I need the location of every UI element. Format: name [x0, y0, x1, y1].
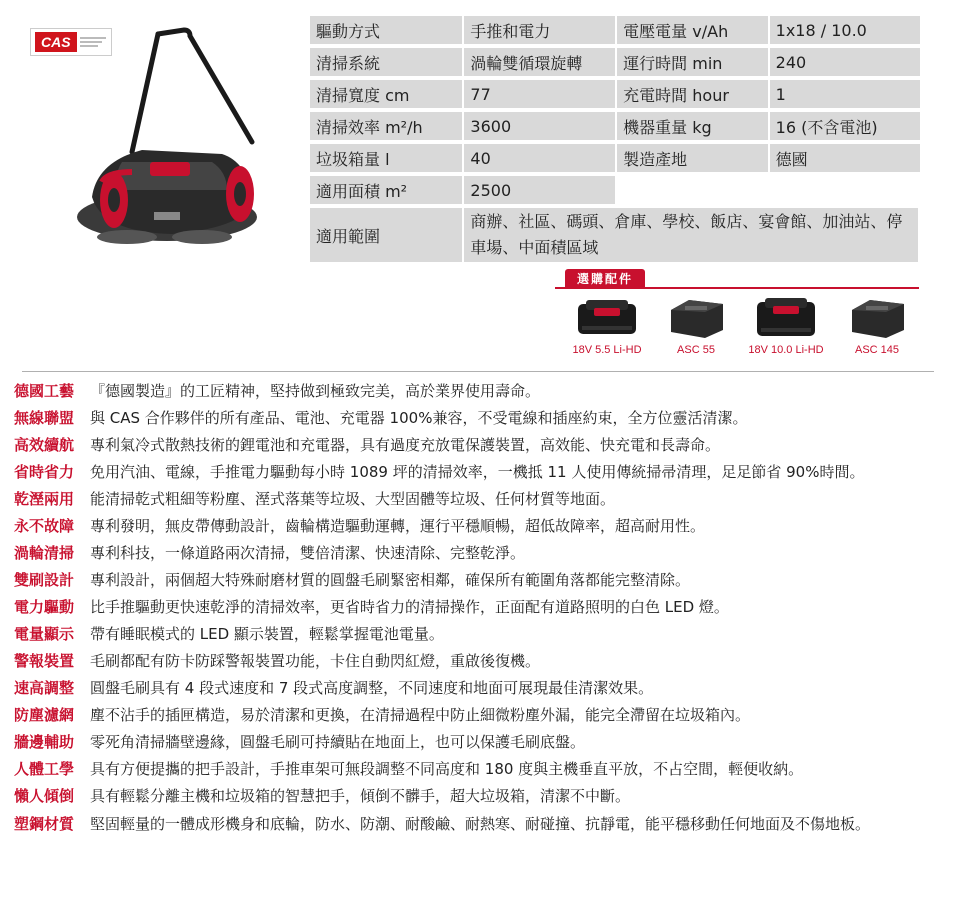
feature-desc: 具有輕鬆分離主機和垃圾箱的智慧把手，傾倒不髒手，超大垃圾箱，清潔不中斷。	[90, 787, 631, 805]
feature-tag: 渦輪清掃	[14, 544, 75, 562]
accessory-item	[742, 296, 830, 356]
feature-tag: 電力驅動	[14, 598, 75, 616]
feature-item	[14, 459, 944, 486]
feature-item	[14, 567, 944, 594]
spec-key: 清掃系統	[310, 48, 464, 76]
accessory-label: 18V 10.0 Li-HD	[748, 344, 824, 356]
spec-row	[310, 16, 920, 44]
feature-item	[14, 513, 944, 540]
feature-tag: 永不故障	[14, 517, 75, 535]
feature-desc: 專利氣冷式散熱技術的鋰電池和充電器，具有過度充放電保護裝置，高效能、快充電和長壽命。	[90, 436, 721, 454]
feature-desc: 比手推驅動更快速乾淨的清掃效率，更省時省力的清掃操作，正面配有道路照明的白色 LED 燈。	[90, 598, 729, 616]
feature-item	[14, 621, 944, 648]
feature-tag: 懶人傾倒	[14, 787, 75, 805]
feature-desc: 專利科技，一條道路兩次清掃，雙倍清潔、快速清除、完整乾淨。	[90, 544, 526, 562]
spec-value: 渦輪雙循環旋轉	[464, 48, 617, 76]
spec-value: 77	[464, 80, 617, 108]
battery-icon	[572, 296, 642, 340]
feature-desc: 零死角清掃牆壁邊緣，圓盤毛刷可持續貼在地面上，也可以保護毛刷底盤。	[90, 733, 586, 751]
feature-item	[14, 810, 944, 870]
feature-item	[14, 729, 944, 756]
scope-label: 適用範圍	[310, 208, 464, 262]
spec-row	[310, 48, 920, 76]
feature-item	[14, 648, 944, 675]
spec-key: 電壓電量 v/Ah	[617, 16, 769, 44]
spec-empty	[770, 176, 920, 204]
feature-tag: 德國工藝	[14, 382, 75, 400]
feature-tag: 無線聯盟	[14, 409, 75, 427]
spec-empty	[617, 176, 769, 204]
spec-value: 240	[770, 48, 920, 76]
feature-item	[14, 783, 944, 810]
spec-row	[310, 80, 920, 108]
spec-value: 1	[770, 80, 920, 108]
feature-desc: 能清掃乾式粗細等粉塵、溼式落葉等垃圾、大型固體等垃圾、任何材質等地面。	[90, 490, 616, 508]
feature-item	[14, 486, 944, 513]
spec-value: 德國	[770, 144, 920, 172]
feature-tag: 牆邊輔助	[14, 733, 75, 751]
logo-text: CAS	[35, 32, 77, 52]
spec-key: 製造產地	[617, 144, 769, 172]
feature-item	[14, 594, 944, 621]
accessories-divider	[555, 287, 919, 289]
feature-tag: 電量顯示	[14, 625, 75, 643]
feature-desc: 與 CAS 合作夥伴的所有產品、電池、充電器 100%兼容，不受電線和插座約束，全方位靈活清潔。	[90, 409, 748, 427]
spec-key: 充電時間 hour	[617, 80, 769, 108]
feature-desc: 塵不沾手的插匣構造，易於清潔和更換，在清掃過程中防止細微粉塵外漏，能完全滯留在垃圾箱內。	[90, 706, 751, 724]
product-image	[22, 22, 292, 252]
feature-desc: 具有方便提攜的把手設計，手推車架可無段調整不同高度和 180 度與主機垂直平放，不占空間，輕便收納。	[90, 760, 804, 778]
spec-row-scope	[310, 208, 920, 262]
accessory-label: ASC 145	[854, 344, 900, 356]
feature-item	[14, 378, 944, 405]
feature-tag: 防塵濾網	[14, 706, 75, 724]
feature-list	[14, 378, 944, 870]
spec-value: 2500	[464, 176, 617, 204]
feature-desc: 圓盤毛刷具有 4 段式速度和 7 段式高度調整，不同速度和地面可展現最佳清潔效果。	[90, 679, 654, 697]
feature-item	[14, 540, 944, 567]
accessory-item	[563, 296, 651, 356]
feature-item	[14, 756, 944, 783]
feature-item	[14, 675, 944, 702]
charger-icon	[661, 296, 731, 340]
feature-tag: 人體工學	[14, 760, 75, 778]
feature-desc: 堅固輕量的一體成形機身和底輪，防水、防潮、耐酸鹼、耐熱寒、耐碰撞、抗靜電，能平穩移動任何地面及不傷地板。	[90, 815, 871, 833]
scope-value: 商辦、社區、碼頭、倉庫、學校、飯店、宴會館、加油站、停車場、中面積區域	[464, 208, 920, 262]
spec-value: 16 (不含電池)	[770, 112, 920, 140]
feature-desc: 專利設計，兩個超大特殊耐磨材質的圓盤毛刷緊密相鄰，確保所有範圍角落都能完整清除。	[90, 571, 691, 589]
feature-item	[14, 405, 944, 432]
spec-value: 3600	[464, 112, 617, 140]
feature-tag: 省時省力	[14, 463, 75, 481]
spec-key: 驅動方式	[310, 16, 464, 44]
feature-tag: 警報裝置	[14, 652, 75, 670]
feature-tag: 雙刷設計	[14, 571, 75, 589]
spec-key: 清掃寬度 cm	[310, 80, 464, 108]
accessory-item	[833, 296, 921, 356]
accessory-label: 18V 5.5 Li-HD	[572, 344, 642, 356]
accessory-label: ASC 55	[677, 344, 715, 356]
feature-item	[14, 432, 944, 459]
feature-desc: 專利發明，無皮帶傳動設計，齒輪構造驅動運轉，運行平穩順暢，超低故障率，超高耐用性。	[90, 517, 706, 535]
feature-desc: 帶有睡眠模式的 LED 顯示裝置，輕鬆掌握電池電量。	[90, 625, 444, 643]
feature-item	[14, 702, 944, 729]
feature-tag: 塑鋼材質	[14, 815, 75, 833]
spec-table	[310, 12, 920, 266]
section-divider	[22, 371, 934, 372]
spec-value: 1x18 / 10.0	[770, 16, 920, 44]
charger-icon	[842, 296, 912, 340]
accessories-title: 選購配件	[565, 269, 645, 289]
spec-key: 機器重量 kg	[617, 112, 769, 140]
spec-row	[310, 176, 920, 204]
spec-key: 垃圾箱量 l	[310, 144, 464, 172]
spec-key: 清掃效率 m²/h	[310, 112, 464, 140]
feature-tag: 高效續航	[14, 436, 75, 454]
spec-key: 適用面積 m²	[310, 176, 464, 204]
feature-tag: 速高調整	[14, 679, 75, 697]
sweeper-illustration	[62, 22, 292, 252]
spec-value: 40	[464, 144, 617, 172]
battery-icon	[751, 296, 821, 340]
feature-desc: 免用汽油、電線，手推電力驅動每小時 1089 坪的清掃效率，一機抵 11 人使用傳統掃帚清理，足足節省 90%時間。	[90, 463, 865, 481]
spec-key: 運行時間 min	[617, 48, 769, 76]
spec-row	[310, 144, 920, 172]
feature-tag: 乾溼兩用	[14, 490, 75, 508]
spec-row	[310, 112, 920, 140]
feature-desc: 毛刷都配有防卡防踩警報裝置功能，卡住自動閃紅燈，重啟後復機。	[90, 652, 541, 670]
spec-value: 手推和電力	[464, 16, 617, 44]
feature-desc: 『德國製造』的工匠精神，堅持做到極致完美，高於業界使用壽命。	[90, 382, 541, 400]
accessory-item	[652, 296, 740, 356]
